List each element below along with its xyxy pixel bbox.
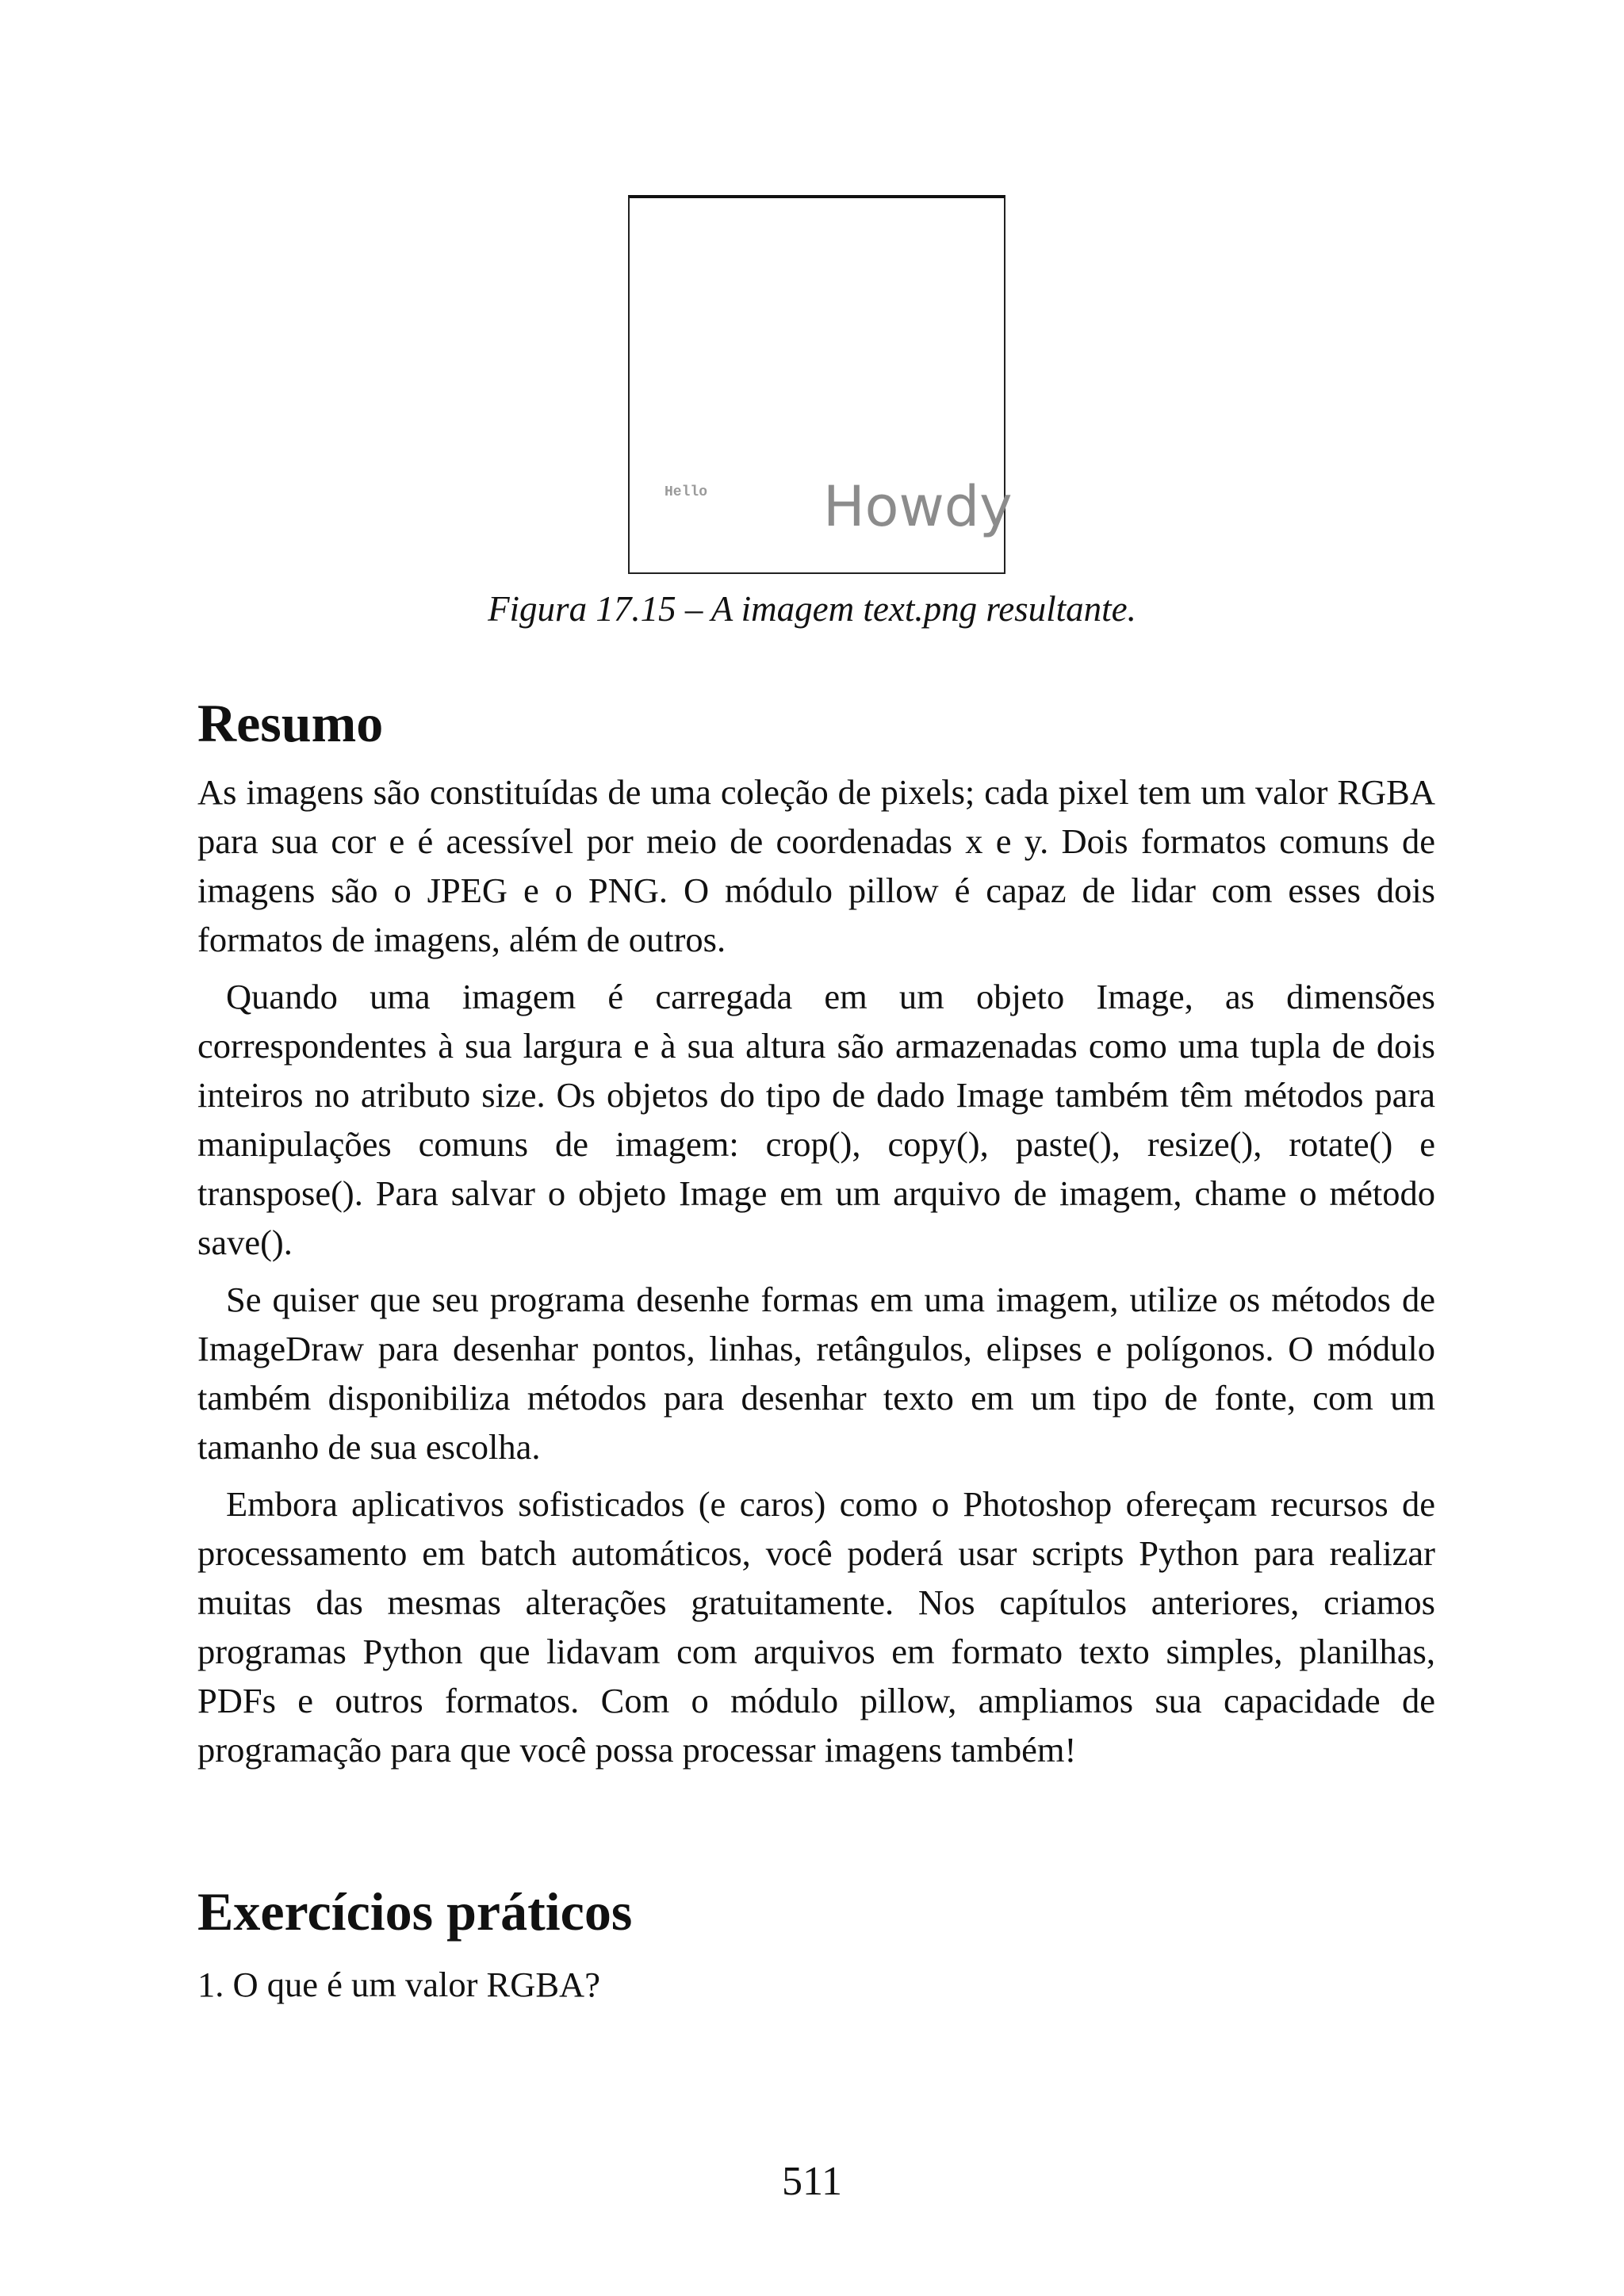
paragraph-3: Se quiser que seu programa desenhe formas em uma imagem, utilize os métodos de ImageDraw para desenhar pontos, linhas, retângulos, elipses e polígonos. O módulo também disponibiliza métodos para desenhar texto em um tipo de fonte, com um tamanho de sua escolha. (197, 1280, 1435, 1467)
paragraph-4: Embora aplicativos sofisticados (e caros) como o Photoshop ofereçam recursos de processamento em batch automáticos, você poderá usar scripts Python para realizar muitas das mesmas alterações gratuitamente. Nos capítulos anteriores, criamos programas Python que lidavam com arquivos em formato texto simples, planilhas, PDFs e outros formatos. Com o módulo pillow, ampliamos sua capacidade de programação para que você possa processar imagens também! (197, 1484, 1435, 1770)
figure-caption: Figura 17.15 – A imagem text.png resultante. (488, 589, 1136, 629)
section-title-resumo: Resumo (197, 693, 384, 753)
paragraph-2: Quando uma imagem é carregada em um objeto Image, as dimensões correspondentes à sua largura e à sua altura são armazenadas como uma tupla de dois inteiros no atributo size. Os objetos do tipo de dado Image também têm métodos para manipulações comuns de imagem: crop(), copy(), paste(), resize(), rotate() e transpose(). Para salvar o objeto Image em um arquivo de imagem, chame o método save(). (197, 977, 1435, 1262)
figure-howdy-text: Howdy (823, 474, 1013, 539)
paragraph-1: As imagens são constituídas de uma coleção de pixels; cada pixel tem um valor RGBA para sua cor e é acessível por meio de coordenadas x e y. Dois formatos comuns de imagens são o JPEG e o PNG. O módulo pillow é capaz de lidar com esses dois formatos de imagens, além de outros. (197, 772, 1435, 959)
question-1: 1. O que é um valor RGBA? (197, 1965, 600, 2004)
figure-image (628, 195, 1013, 574)
resumo-body (197, 767, 1435, 1782)
page-number: 511 (781, 2159, 843, 2204)
section-title-exercicios: Exercícios práticos (197, 1881, 633, 1942)
figure-hello-text: Hello (665, 484, 708, 500)
